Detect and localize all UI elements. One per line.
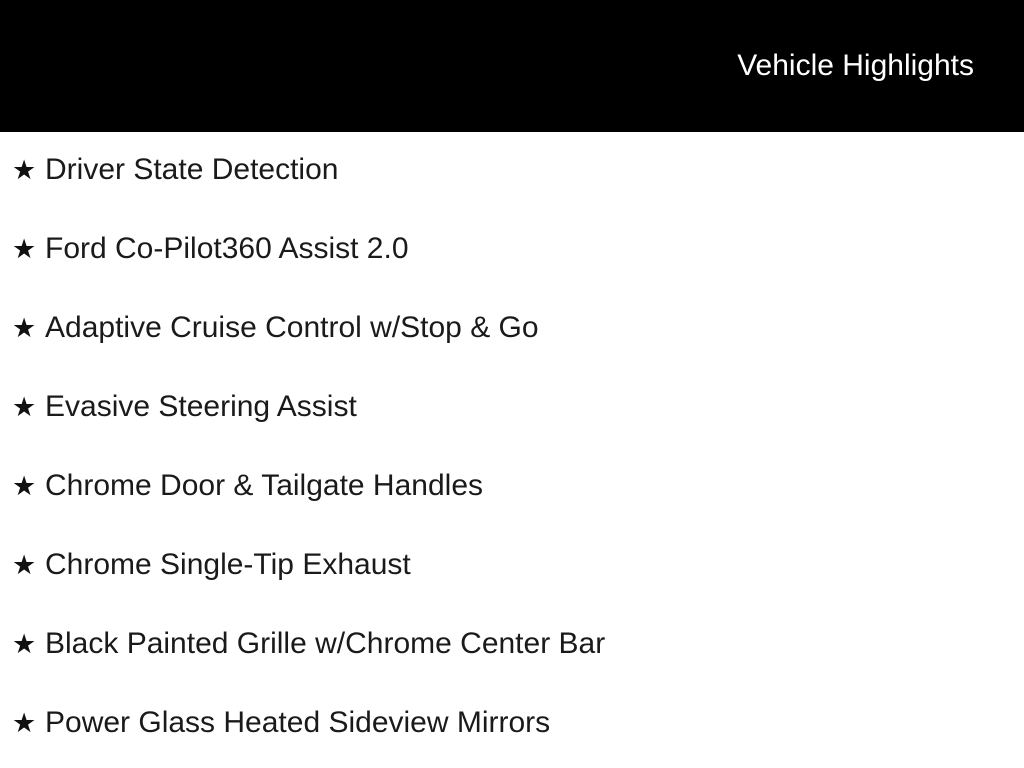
list-item (12, 708, 1024, 738)
header-bar (0, 0, 1024, 132)
star-icon: ★ (12, 392, 37, 422)
highlight-label: Driver State Detection (45, 153, 339, 186)
highlight-label: Power Glass Heated Sideview Mirrors (45, 706, 551, 739)
highlight-label: Chrome Single-Tip Exhaust (45, 548, 411, 581)
star-icon: ★ (12, 708, 37, 738)
list-item (12, 155, 1024, 185)
star-icon: ★ (12, 234, 37, 264)
highlight-label: Evasive Steering Assist (45, 390, 357, 423)
highlights-list (0, 132, 1024, 738)
list-item (12, 550, 1024, 580)
star-icon: ★ (12, 550, 37, 580)
highlight-label: Chrome Door & Tailgate Handles (45, 469, 484, 502)
list-item (12, 629, 1024, 659)
list-item (12, 471, 1024, 501)
highlight-label: Black Painted Grille w/Chrome Center Bar (45, 627, 606, 660)
star-icon: ★ (12, 155, 37, 185)
list-item (12, 392, 1024, 422)
star-icon: ★ (12, 629, 37, 659)
page-title: Vehicle Highlights (737, 49, 974, 82)
highlight-label: Adaptive Cruise Control w/Stop & Go (45, 311, 539, 344)
list-item (12, 234, 1024, 264)
list-item (12, 313, 1024, 343)
highlight-label: Ford Co-Pilot360 Assist 2.0 (45, 232, 409, 265)
star-icon: ★ (12, 471, 37, 501)
star-icon: ★ (12, 313, 37, 343)
